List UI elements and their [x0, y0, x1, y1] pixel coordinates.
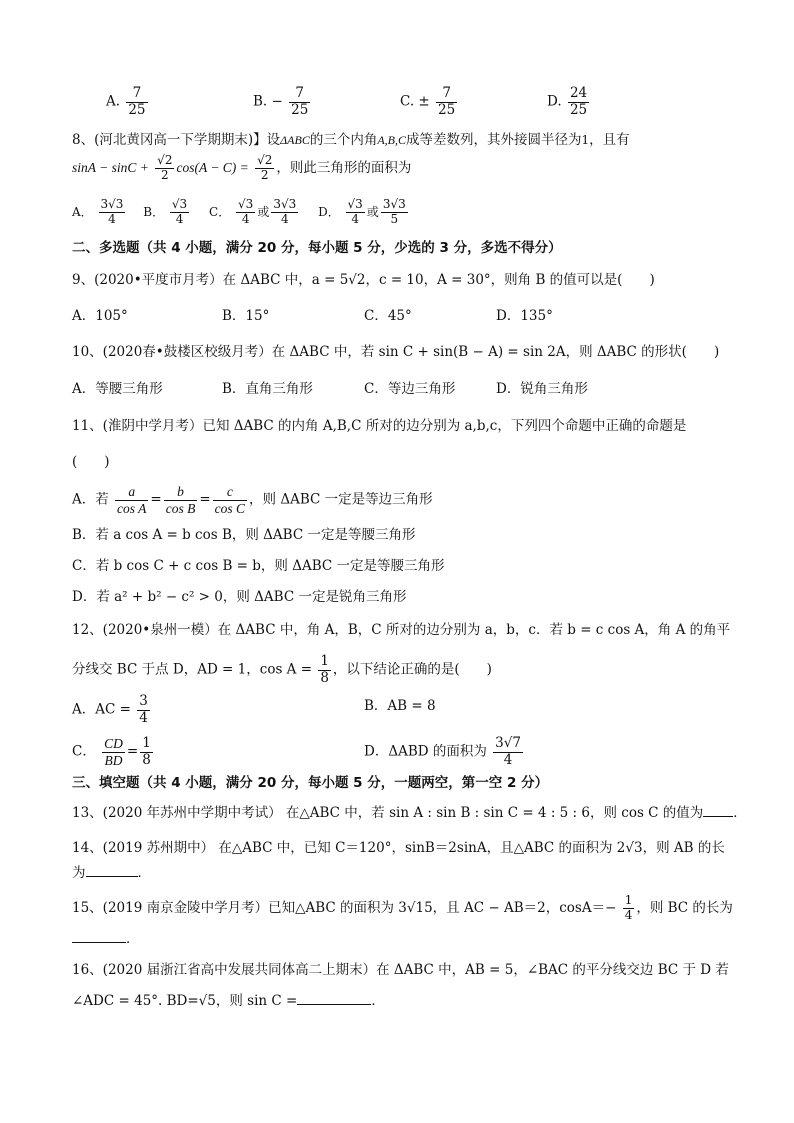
- q11-option-b: B．若 a cos A = b cos B，则 ΔABC 一定是等腰三角形: [72, 527, 416, 543]
- q15-pre: 15、(2019 南京金陵中学月考）已知△ABC 的面积为 3√15，且 AC − AB＝2，cosA＝−: [72, 899, 617, 916]
- q8-d-or: 或: [366, 204, 379, 219]
- q8-equation: [72, 154, 411, 183]
- section-2-heading: 二、多选题（共 4 小题，满分 20 分，每小题 5 分，少选的 3 分，多选不得分）: [72, 240, 562, 256]
- q8-b-frac: [170, 198, 189, 227]
- q8-option-d-label: D．: [318, 204, 340, 219]
- q13-text: 13、(2020 年苏州中学期中考试） 在△ABC 中，若 sin A : sin B : sin C = 4 : 5 : 6，则 cos C 的值为: [72, 805, 704, 821]
- q8-a-frac: [99, 198, 126, 227]
- q12-option-b: B．AB = 8: [364, 698, 436, 714]
- q7-d-den: 25: [569, 101, 588, 118]
- q7-b-den: 25: [291, 101, 309, 118]
- q12-c-num2: 1: [142, 735, 151, 751]
- q12-a-den: 4: [139, 709, 148, 726]
- q11-option-c: C．若 b cos C + c cos B = b，则 ΔABC 一定是等腰三角形: [72, 558, 445, 574]
- q8-c1-den: 4: [236, 212, 255, 227]
- q15-frac-num: 1: [624, 893, 633, 907]
- q8-mid2: 成等差数列，其外接圆半径为: [406, 132, 582, 148]
- q16-stem-line2: ∠ADC = 45°. BD=√5，则 sin C = ．: [72, 990, 385, 1011]
- q8-frac-2: [255, 154, 274, 183]
- q12-d-den: 4: [493, 752, 523, 769]
- q12-c-frac2: [140, 736, 153, 768]
- q8-c-or: 或: [257, 204, 270, 219]
- q11-a-frac3: [213, 484, 247, 516]
- q8-option-c-label: C．: [209, 204, 231, 219]
- q7-a-label: A.: [106, 93, 121, 110]
- q12-a-frac: [137, 694, 150, 726]
- q8-triangle: ΔABC: [280, 133, 310, 147]
- q13-stem: 13、(2020 年苏州中学期中考试） 在△ABC 中，若 sin A : sin B : sin C = 4 : 5 : 6，则 cos C 的值为 ．: [72, 802, 747, 823]
- q11-a-n2: b: [177, 484, 184, 499]
- q11-a-n3: c: [226, 484, 233, 499]
- q8-c-frac2: [271, 198, 298, 227]
- q12-option-c: [72, 736, 155, 768]
- q8-b-den: 4: [170, 212, 189, 227]
- q10-option-c: C．等边三角形: [364, 381, 456, 397]
- q12-c-num: CD: [104, 736, 123, 751]
- q8-c-frac1: [236, 198, 255, 227]
- q7-b-label: B. −: [253, 93, 283, 110]
- q12-option-d: [364, 736, 525, 768]
- q11-a-d2: cos B: [165, 500, 196, 516]
- q7-c-num: 7: [442, 85, 451, 101]
- q8-d1-num: √3: [347, 197, 363, 211]
- q8-eq-b: cos(A − C) =: [176, 159, 249, 175]
- q10-option-b: B．直角三角形: [222, 381, 313, 397]
- q10-stem: 10、(2020春•鼓楼区校级月考）在 ΔABC 中，若 sin C + sin(B − A) = sin 2A，则 ΔABC 的形状( ): [72, 344, 720, 360]
- q8-c2-num: 3√3: [273, 197, 297, 211]
- q12-c-pre: C．: [72, 743, 96, 760]
- q8-frac2-num: √2: [257, 153, 273, 167]
- q15-stem-line1: [72, 894, 733, 923]
- q8-option-a-label: A．: [72, 204, 93, 219]
- q7-option-d: [547, 86, 591, 118]
- q8-tail: ，则此三角形的面积为: [276, 159, 412, 176]
- q7-d-frac: [568, 86, 589, 118]
- q12-stem-line2: [72, 654, 492, 686]
- q9-option-c: C．45°: [364, 308, 412, 324]
- q8-c2-den: 4: [271, 212, 298, 227]
- q8-prefix: 8、(河北黄冈高一下学期期末)】设: [72, 132, 281, 148]
- q7-a-frac: [126, 86, 147, 118]
- q12-a-num: 3: [139, 693, 148, 709]
- q12-stem-line1: 12、(2020•泉州一模）在 ΔABC 中，角 A，B，C 所对的边分别为 a，b，c．若 b = c cos A，角 A 的角平: [72, 622, 731, 638]
- q8-d1-den: 4: [346, 212, 365, 227]
- q11-a-post: ，则 ΔABC 一定是等边三角形: [249, 491, 433, 508]
- q11-a-frac1: [115, 484, 148, 516]
- q8-options: [72, 198, 410, 227]
- q12-cos-den: 8: [320, 669, 329, 686]
- q12-c-den2: 8: [142, 751, 151, 768]
- q12-d-num: 3√7: [495, 735, 521, 751]
- q7-option-a: [106, 86, 150, 118]
- q12-d-pre: D．ΔABD 的面积为: [364, 743, 487, 760]
- q8-d-frac1: [346, 198, 365, 227]
- q7-b-frac: [289, 86, 310, 118]
- q7-c-label: C. ±: [400, 93, 430, 110]
- q11-a-frac2: [164, 484, 198, 516]
- q10-option-d: D．锐角三角形: [496, 381, 588, 397]
- q15-frac: [623, 894, 635, 923]
- q8-frac-1: [155, 154, 174, 183]
- q14-stem-line2: 为 ．: [72, 862, 151, 883]
- q8-mid: 的三个内角: [309, 132, 378, 148]
- q12-cos-num: 1: [320, 653, 329, 669]
- q8-d2-den: 5: [381, 212, 408, 227]
- q15-answer-blank[interactable]: [72, 928, 126, 943]
- q12-c-den: BD: [102, 752, 125, 769]
- q7-a-num: 7: [132, 85, 142, 101]
- q8-one: 1: [581, 133, 590, 147]
- q14-stem-line1: 14、(2019 苏州期中） 在△ABC 中，已知 C＝120°，sinB＝2sinA，且△ABC 的面积为 2√3，则 AB 的长: [72, 840, 725, 856]
- q15-post: ，则 BC 的长为: [636, 899, 733, 916]
- q9-option-a: A．105°: [72, 308, 128, 324]
- q7-b-num: 7: [295, 85, 305, 101]
- q8-frac1-den: 2: [155, 168, 174, 183]
- q7-a-den: 25: [128, 101, 146, 118]
- q12-line2-pre: 分线交 BC 于点 D，AD = 1，cos A =: [72, 661, 313, 678]
- q16-answer-blank[interactable]: [297, 990, 371, 1005]
- q8-angles: A,B,C: [377, 133, 407, 147]
- q11-a-d1: cos A: [117, 500, 147, 516]
- q15-frac-den: 4: [624, 907, 633, 922]
- q11-paren: ( ): [72, 454, 110, 470]
- q11-option-a: A．若 $\frac{a}{\text{cos A}}$ = $\frac{b}{\text{cos B}}$ = $\frac{c}{\text{cos C}}$ ，则 ΔABC 一定是等边三角形: [72, 484, 433, 516]
- q12-option-a: [72, 694, 152, 726]
- q12-line2-post: ，以下结论正确的是( ): [332, 661, 492, 678]
- q9-option-d: D．135°: [496, 308, 553, 324]
- q14-text2: 为: [72, 865, 86, 881]
- q16-stem-line1: 16、(2020 届浙江省高中发展共同体高二上期末）在 ΔABC 中，AB = 5，∠BAC 的平分线交边 BC 于 D 若: [72, 962, 729, 978]
- q7-d-num: 24: [569, 85, 588, 101]
- q9-stem: 9、(2020•平度市月考）在 ΔABC 中，a = 5√2，c = 10，A = 30°，则角 B 的值可以是( ): [72, 272, 655, 288]
- q7-d-label: D.: [547, 93, 562, 110]
- q10-option-a: A．等腰三角形: [72, 381, 163, 397]
- q14-answer-blank[interactable]: [86, 862, 138, 877]
- q8-frac2-den: 2: [255, 168, 274, 183]
- q8-end: ，且有: [589, 132, 630, 148]
- q12-cos-frac: [318, 654, 331, 686]
- q7-option-b: [253, 86, 312, 118]
- q7-option-c: [400, 86, 459, 118]
- q8-frac1-num: √2: [157, 153, 173, 167]
- q11-stem: 11、(淮阴中学月考）已知 ΔABC 的内角 A,B,C 所对的边分别为 a,b,c，下列四个命题中正确的命题是: [72, 418, 687, 434]
- q8-a-den: 4: [99, 212, 126, 227]
- q7-c-frac: [436, 86, 457, 118]
- q9-option-b: B．15°: [222, 308, 270, 324]
- q12-a-pre: A．AC =: [72, 701, 131, 718]
- q7-c-den: 25: [438, 101, 456, 118]
- q8-stem: [72, 130, 630, 150]
- section-3-heading: 三、填空题（共 4 小题，满分 20 分，每小题 5 分，一题两空，第一空 2 分）: [72, 775, 549, 791]
- q11-a-d3: cos C: [214, 500, 246, 516]
- q8-a-num: 3√3: [100, 197, 124, 211]
- q11-option-d: D．若 a² + b² − c² > 0，则 ΔABC 一定是锐角三角形: [72, 589, 407, 605]
- q8-eq-a: sinA − sinC +: [72, 159, 149, 175]
- q11-a-pre: A．若: [72, 491, 109, 508]
- q8-c1-num: √3: [238, 197, 254, 211]
- q12-c-frac1: [102, 736, 125, 768]
- q8-d-frac2: [381, 198, 408, 227]
- q8-option-b-label: B．: [143, 204, 165, 219]
- q12-d-frac: [493, 736, 523, 768]
- q15-stem-line2: ．: [72, 928, 140, 949]
- q8-b-num: √3: [171, 197, 188, 211]
- q16-text2: ∠ADC = 45°. BD=√5，则 sin C =: [72, 993, 298, 1009]
- q13-answer-blank[interactable]: [703, 802, 733, 817]
- q8-d2-num: 3√3: [382, 197, 406, 211]
- q11-a-n1: a: [128, 484, 136, 499]
- q12-c-eq: =: [126, 743, 139, 760]
